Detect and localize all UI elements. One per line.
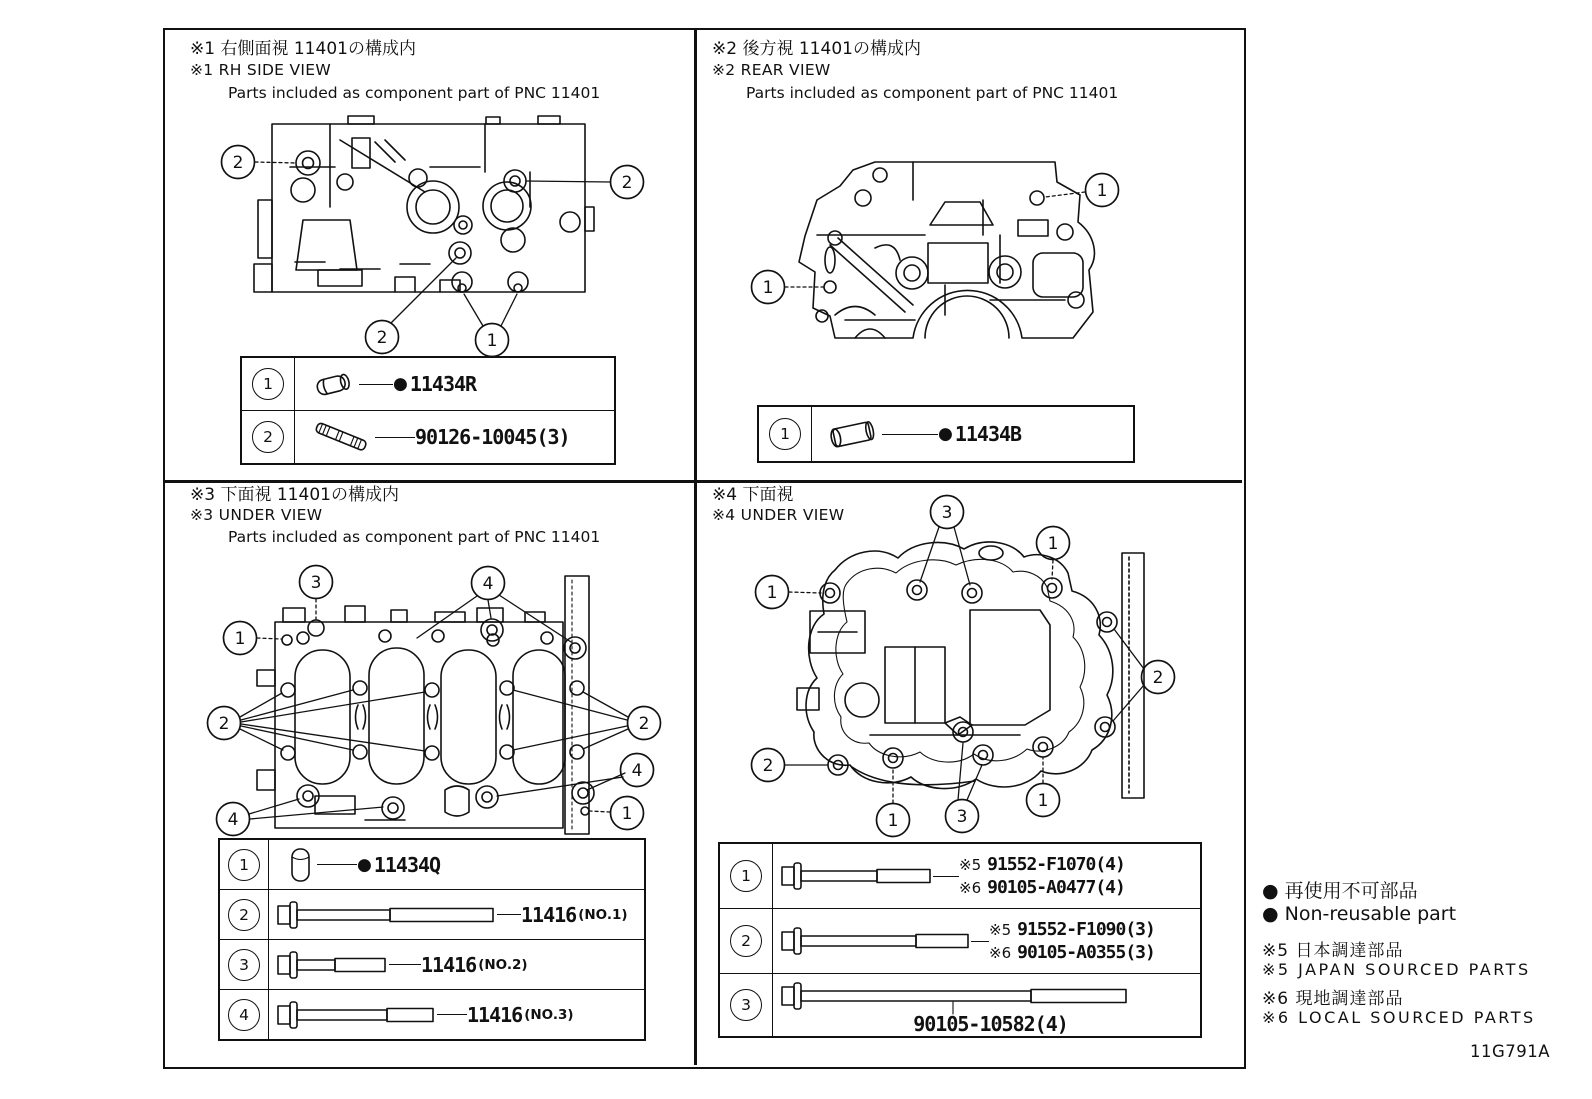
- q2-title-en: ※2 REAR VIEW: [712, 61, 831, 79]
- svg-text:2: 2: [621, 173, 633, 193]
- svg-text:2: 2: [218, 714, 230, 734]
- part-no-badge: 3: [730, 989, 762, 1021]
- legend-local-sourced-jp: ※6 現地調達部品: [1262, 989, 1404, 1009]
- callout-1-badge: [877, 804, 910, 837]
- flange-bolt-icon: [277, 949, 389, 981]
- q4-title-en: ※4 UNDER VIEW: [712, 506, 845, 524]
- q2-parts-table: [757, 405, 1135, 463]
- label-leader: [317, 864, 357, 865]
- callout-2-badge: [1142, 661, 1175, 694]
- callout-1-badge: [611, 797, 644, 830]
- part-number-suffix: (NO.2): [478, 956, 528, 973]
- pan-rail-outline: [806, 542, 1113, 789]
- part-no-badge: 4: [228, 999, 260, 1031]
- leader-line: [526, 181, 610, 182]
- callout-4-badge: [217, 803, 250, 836]
- callout-1-badge: [756, 576, 789, 609]
- flange-bolt-icon: [781, 860, 933, 892]
- part-row: [720, 844, 1200, 908]
- q3-parts-table: [218, 838, 646, 1041]
- svg-text:2: 2: [376, 328, 388, 348]
- svg-text:1: 1: [486, 331, 498, 351]
- part-no-badge: 1: [769, 418, 801, 450]
- part-number: 11434R: [409, 372, 477, 396]
- callout-1-badge: [1037, 527, 1070, 560]
- figure-code: 11G791A: [1470, 1042, 1551, 1061]
- block-casting-details: [290, 124, 580, 292]
- callout-1-badge: [752, 271, 785, 304]
- engine-rear-view-diagram: [735, 140, 1155, 380]
- leader-line: [417, 596, 477, 638]
- callout-4-badge: [472, 567, 505, 600]
- part-no-badge: 2: [228, 899, 260, 931]
- callout-1-badge: [1027, 784, 1060, 817]
- dowel-pin-icon: [283, 845, 317, 885]
- nonreusable-dot: ●: [357, 854, 372, 875]
- callout-2-badge: [628, 707, 661, 740]
- q3-subtitle: Parts included as component part of PNC 11401: [228, 528, 601, 546]
- engine-block-outline: [254, 116, 594, 292]
- stud-bolt-icon: [309, 417, 375, 457]
- callout-1-badge: [1086, 174, 1119, 207]
- svg-text:4: 4: [227, 810, 239, 830]
- flange-bolt-icon: [781, 980, 1129, 1012]
- q3-title-jp: ※3 下面視 11401の構成内: [190, 485, 399, 505]
- svg-text:3: 3: [956, 807, 968, 827]
- engine-rh-side-view-diagram: [200, 112, 660, 362]
- engine-block-outline: [799, 162, 1094, 338]
- label-leader: [375, 437, 415, 438]
- leader-line: [920, 527, 939, 582]
- dowel-pin-icon: [826, 415, 882, 453]
- legend-nonreusable-jp: ● 再使用不可部品: [1262, 880, 1418, 902]
- callout-2-badge: [208, 707, 241, 740]
- callout-2-badge: [222, 146, 255, 179]
- leader-line: [464, 294, 483, 326]
- svg-text:1: 1: [621, 804, 633, 824]
- leader-line: [255, 162, 296, 163]
- svg-text:1: 1: [762, 278, 774, 298]
- part-number-suffix: (NO.1): [578, 906, 628, 923]
- svg-text:3: 3: [941, 503, 953, 523]
- flange-bolt-icon: [781, 925, 971, 957]
- part-row: [242, 410, 614, 463]
- engine-under-view-diagram: [195, 550, 661, 842]
- callout-4-badge: [621, 754, 654, 787]
- q1-subtitle: Parts included as component part of PNC 11401: [228, 84, 601, 102]
- svg-text:2: 2: [762, 756, 774, 776]
- legend-japan-sourced-jp: ※5 日本調達部品: [1262, 941, 1404, 961]
- leader-line: [789, 592, 821, 593]
- svg-text:4: 4: [482, 574, 494, 594]
- leader-fan-right: [513, 690, 628, 750]
- label-leader: [933, 876, 959, 877]
- cylinder-bores: [295, 648, 565, 784]
- part-row: [220, 989, 644, 1039]
- svg-text:1: 1: [234, 629, 246, 649]
- svg-text:1: 1: [887, 811, 899, 831]
- q4-parts-table: [718, 842, 1202, 1038]
- note-ref: ※5: [989, 920, 1012, 939]
- note-ref: ※5: [959, 855, 982, 874]
- callout-3-badge: [300, 566, 333, 599]
- leader-line: [499, 595, 571, 642]
- label-leader: [882, 434, 938, 435]
- part-number: 91552-F1090(3): [1017, 919, 1155, 940]
- q2-title-jp: ※2 後方視 11401の構成内: [712, 39, 921, 59]
- leader-line: [589, 811, 610, 812]
- part-number: 90105-A0477(4): [987, 877, 1125, 898]
- label-leader: [971, 941, 989, 942]
- leader-line: [958, 743, 963, 800]
- callout-2-badge: [366, 321, 399, 354]
- block-casting-details: [816, 162, 1084, 338]
- vertical-divider: [694, 28, 697, 1065]
- bolt-boss-targets: [820, 578, 1117, 775]
- nonreusable-dot: ●: [938, 424, 953, 444]
- q3-title-en: ※3 UNDER VIEW: [190, 506, 323, 524]
- engine-block-outline: [257, 576, 589, 834]
- part-number: 90105-A0355(3): [1017, 942, 1155, 963]
- leader-line: [954, 527, 970, 585]
- part-number: 90126-10045(3): [415, 425, 570, 449]
- part-row: [220, 889, 644, 939]
- flange-bolt-icon: [277, 999, 437, 1031]
- oil-pan-under-view-diagram: [740, 495, 1180, 840]
- leader-line: [257, 638, 281, 639]
- ring-pin-icon: [309, 367, 359, 401]
- leader-line: [250, 807, 383, 819]
- callout-3-badge: [946, 800, 979, 833]
- svg-text:3: 3: [310, 573, 322, 593]
- part-number-suffix: (NO.3): [524, 1006, 574, 1023]
- part-row: [220, 840, 644, 889]
- leader-line: [1052, 560, 1053, 579]
- svg-text:4: 4: [631, 761, 643, 781]
- svg-text:2: 2: [1152, 668, 1164, 688]
- part-row: [220, 939, 644, 989]
- leader-line: [249, 799, 299, 814]
- svg-text:1: 1: [1047, 534, 1059, 554]
- part-no-badge: 2: [730, 925, 762, 957]
- part-number: 11434B: [954, 422, 1022, 446]
- part-number: 11416: [421, 952, 477, 977]
- callout-2-badge: [611, 166, 644, 199]
- label-leader: [497, 914, 521, 915]
- q2-subtitle: Parts included as component part of PNC 11401: [746, 84, 1119, 102]
- svg-text:1: 1: [1037, 791, 1049, 811]
- part-row: [759, 407, 1133, 461]
- svg-text:1: 1: [766, 583, 778, 603]
- q1-parts-table: [240, 356, 616, 465]
- callout-1-badge: [224, 622, 257, 655]
- part-no-badge: 1: [252, 368, 284, 400]
- part-number: 11416: [467, 1002, 523, 1027]
- part-no-badge: 1: [730, 860, 762, 892]
- label-leader: [389, 964, 421, 965]
- part-row: [720, 908, 1200, 973]
- svg-text:1: 1: [1096, 181, 1108, 201]
- leader-fan-left: [240, 690, 425, 751]
- part-number: 11416: [521, 902, 577, 927]
- part-no-badge: 2: [252, 421, 284, 453]
- legend-nonreusable-en: ● Non-reusable part: [1262, 903, 1457, 925]
- note-ref: ※6: [989, 943, 1012, 962]
- callout-3-badge: [931, 496, 964, 529]
- part-number: 91552-F1070(4): [987, 854, 1125, 875]
- nonreusable-dot: ●: [393, 374, 408, 394]
- part-row: [242, 358, 614, 410]
- svg-text:2: 2: [638, 714, 650, 734]
- svg-text:2: 2: [232, 153, 244, 173]
- q1-title-jp: ※1 右側面視 11401の構成内: [190, 39, 416, 59]
- legend-local-sourced-en: ※6 LOCAL SOURCED PARTS: [1262, 1008, 1536, 1027]
- part-number: 11434Q: [373, 852, 441, 877]
- callout-1-badge: [476, 324, 509, 357]
- leader-line: [501, 294, 517, 326]
- label-leader: [359, 384, 393, 385]
- label-leader: [437, 1014, 467, 1015]
- q1-title-en: ※1 RH SIDE VIEW: [190, 61, 331, 79]
- block-casting-details: [297, 630, 553, 820]
- part-number: 90105-10582(4): [913, 1012, 1068, 1036]
- flange-bolt-icon: [277, 899, 497, 931]
- leader-line: [497, 777, 623, 796]
- leader-line: [488, 600, 491, 618]
- part-no-badge: 3: [228, 949, 260, 981]
- note-ref: ※6: [959, 878, 982, 897]
- legend-japan-sourced-en: ※5 JAPAN SOURCED PARTS: [1262, 960, 1531, 979]
- q4-title-jp: ※4 下面視: [712, 485, 794, 505]
- part-no-badge: 1: [228, 849, 260, 881]
- callout-2-badge: [752, 749, 785, 782]
- leader-line: [391, 258, 456, 323]
- part-row: [720, 973, 1200, 1036]
